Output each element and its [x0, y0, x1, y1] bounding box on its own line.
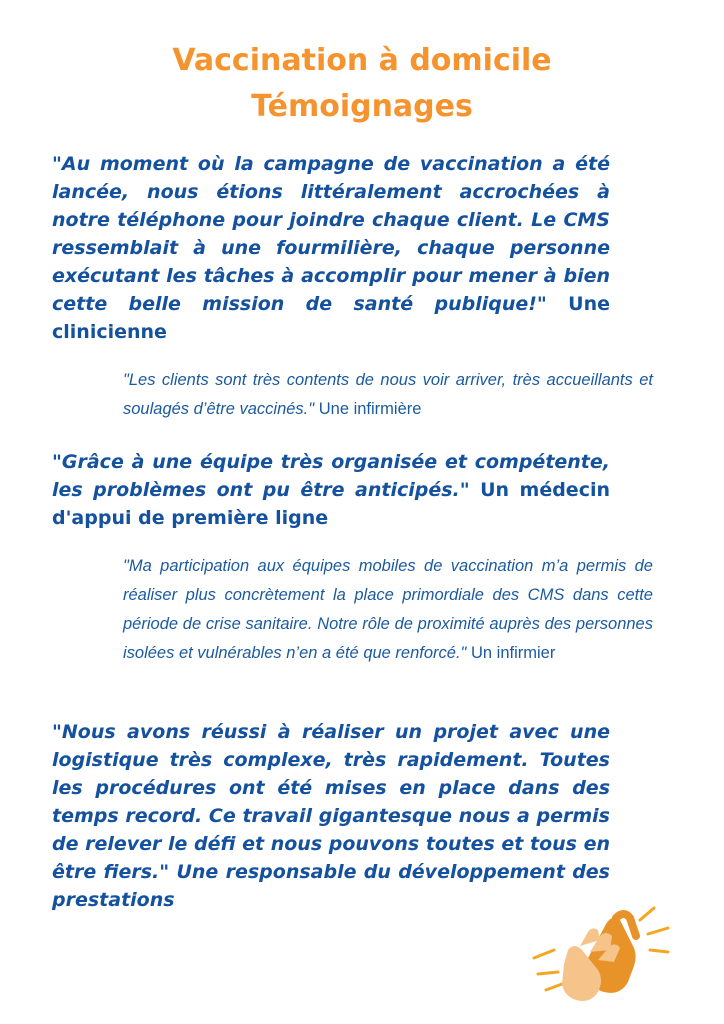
testimonial-doctor	[52, 448, 610, 532]
page-subtitle: Témoignages	[251, 89, 473, 124]
testimonial-author: Une infirmière	[318, 400, 422, 418]
page-title: Vaccination à domicile	[172, 43, 552, 78]
testimonial-nurse-male	[123, 552, 653, 668]
testimonial-author: Un infirmier	[471, 644, 556, 662]
testimonial-nurse-female	[123, 366, 653, 424]
testimonial-quote: "Grâce à une équipe très organisée et compétente, les problèmes ont pu être anticipés."	[52, 451, 610, 501]
testimonial-quote: "Au moment où la campagne de vaccination a été lancée, nous étions littéralement accrochées à notre téléphone pour joindre chaque client. Le CMS ressemblait à une fourmilière, chaque personne exécutant les tâches à accomplir pour mener à bien cette belle mission de santé publique!"	[52, 153, 610, 315]
testimonial-manager	[52, 718, 610, 914]
waving-hand-icon	[528, 900, 678, 1010]
testimonial-clinician	[52, 150, 610, 346]
testimonial-quote: "Les clients sont très contents de nous voir arriver, très accueillants et soulagés d’être vaccinés."	[123, 371, 653, 418]
testimonial-quote: "Ma participation aux équipes mobiles de vaccination m’a permis de réaliser plus concrètement la place primordiale des CMS dans cette période de crise sanitaire. Notre rôle de proximité auprès des personnes isolées et vulnérables n’en a été que renforcé."	[123, 557, 653, 662]
testimonial-author: Une clinicienne	[52, 293, 610, 343]
testimonial-author: Un médecin d'appui de première ligne	[52, 479, 610, 529]
testimonial-quote: "Nous avons réussi à réaliser un projet avec une logistique très complexe, très rapidement. Toutes les procédures ont été mises en place dans des temps record. Ce travail gigantesque nous a permis de relever le défi et nous pouvons toutes et tous en être fiers." Une responsable du développement des prestations	[52, 721, 610, 911]
